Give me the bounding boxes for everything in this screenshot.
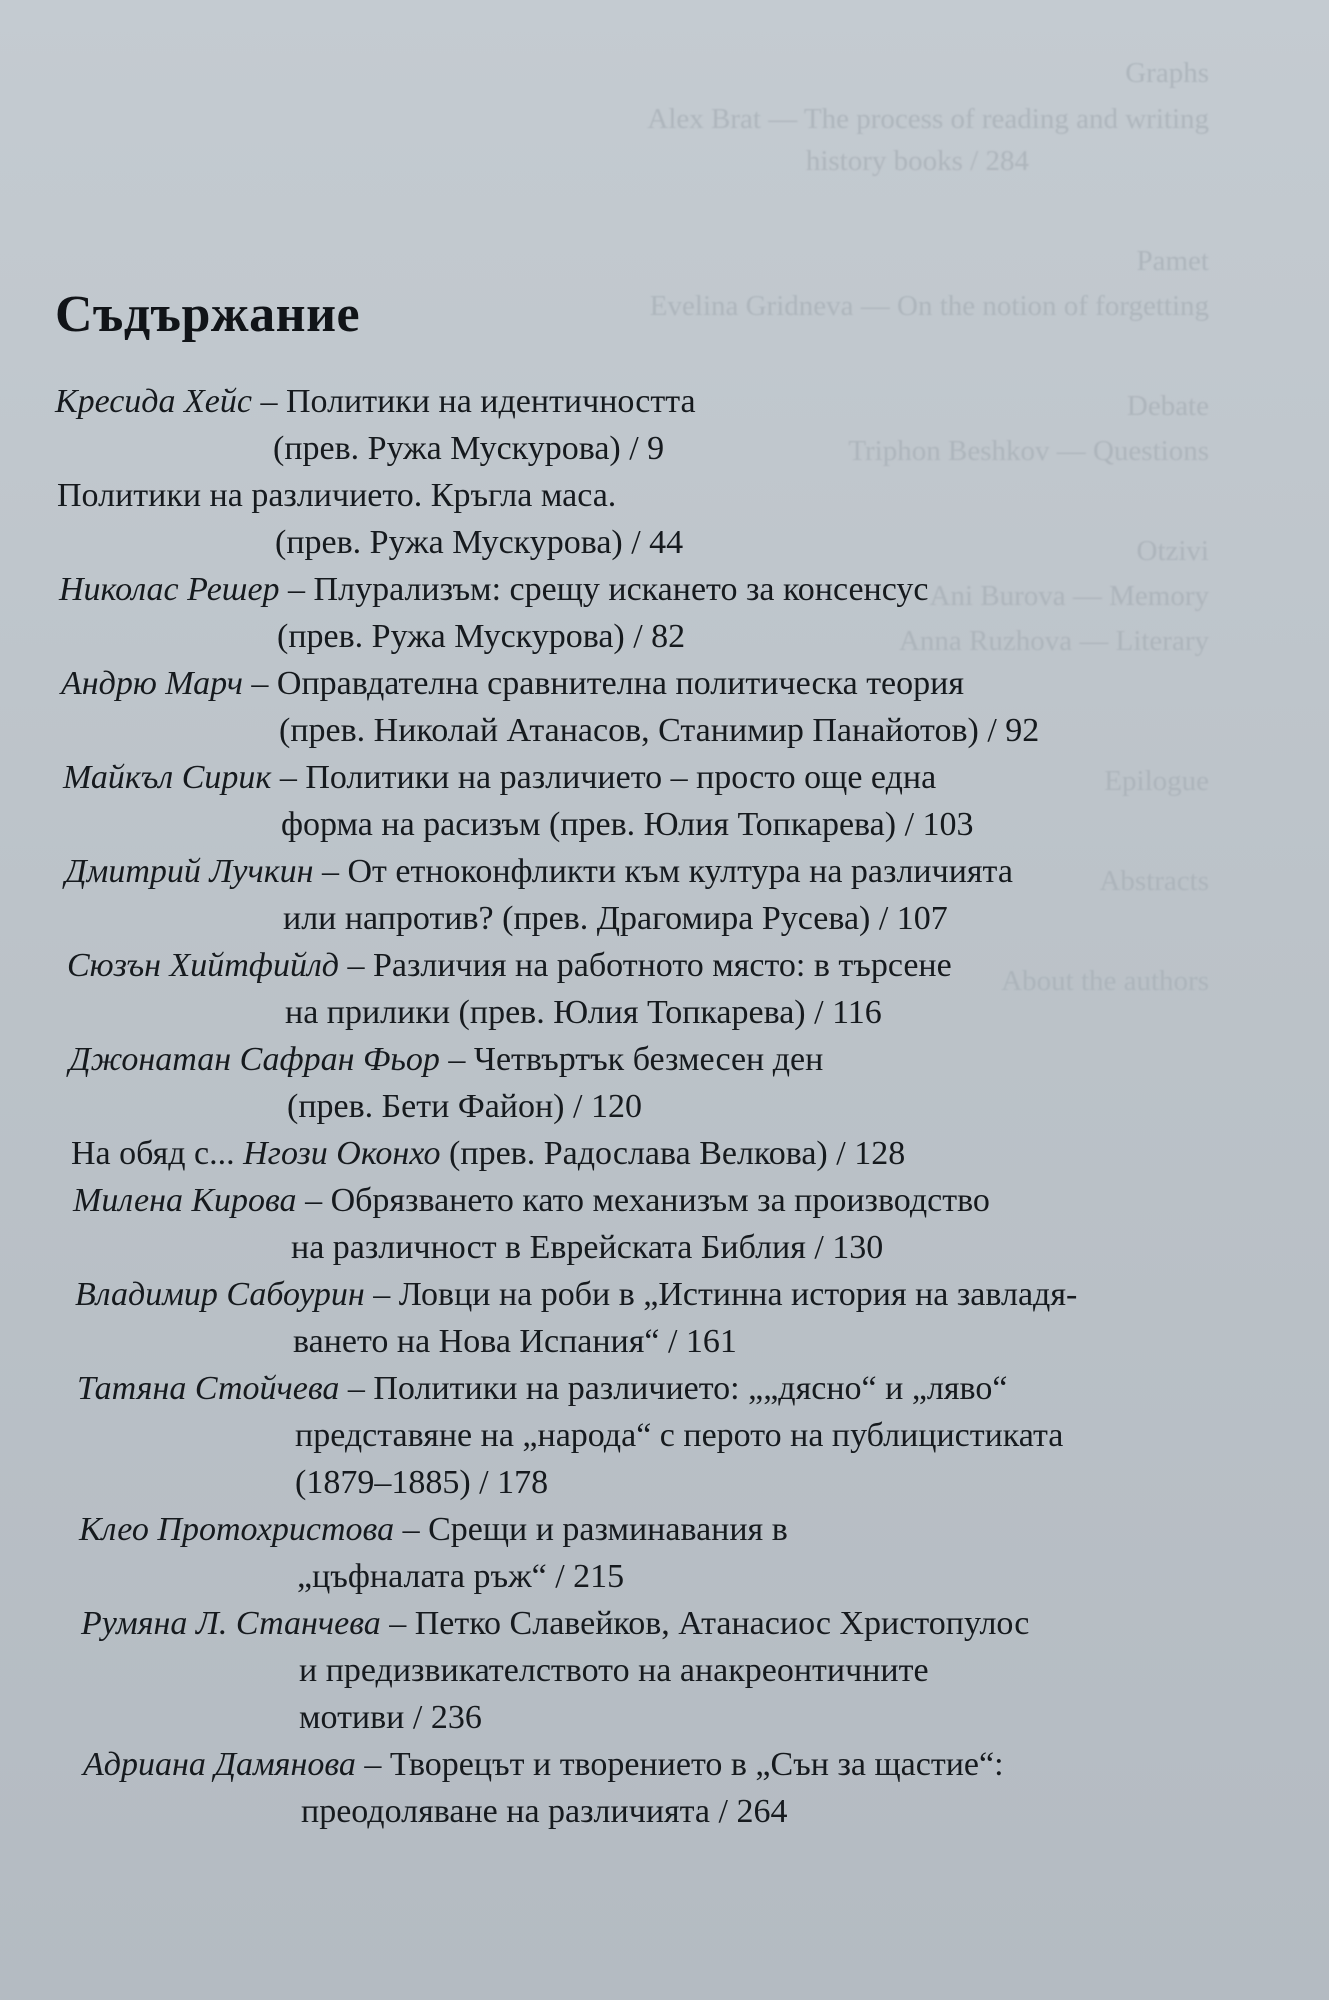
toc-entry-title: Срещи и разминавания в	[428, 1511, 788, 1548]
toc-entry	[55, 378, 1295, 472]
toc-entry-continuation: (прев. Ружа Мускурова) / 82	[277, 618, 686, 655]
toc-entry	[59, 566, 1295, 660]
toc-entry-author: Адриана Дамянова	[83, 1746, 356, 1783]
toc-entry-author: Клео Протохристова	[79, 1511, 395, 1548]
toc-entry	[81, 1600, 1295, 1741]
toc-entry-separator: –	[271, 759, 306, 796]
toc-entry	[61, 660, 1295, 754]
toc-entry-author: Кресида Хейс	[55, 383, 252, 420]
show-through-text: Graphs Alex Brat — The process of reading and writing history books / 284 Pamet Evelina Gridneva — On the notion of forgetting Debate Triphon Beshkov — Questions Otzivi Ani Burova — Memory Anna Ruzhova — Literary Epilogue Abstracts About the authors	[647, 57, 1209, 997]
toc-entry-separator: –	[394, 1511, 429, 1548]
toc-entry-title: Плурализъм: срещу искането за консенсус	[313, 571, 929, 608]
toc-entry-separator: –	[279, 571, 314, 608]
toc-entry	[67, 942, 1295, 1036]
toc-entry	[73, 1177, 1295, 1271]
toc-entry	[75, 1271, 1295, 1365]
toc-entry-title: От етноконфликти към култура на различията	[347, 853, 1013, 890]
toc-entry-title: Политики на идентичността	[285, 383, 696, 420]
toc-entry-first-line	[77, 1365, 1295, 1412]
toc-entry-author: Майкъл Сирик	[63, 759, 272, 796]
toc-entry-title: Четвъртък безмесен ден	[473, 1041, 824, 1078]
toc-entry-first-line	[71, 1130, 1295, 1177]
toc-entry-title: Различия на работното място: в търсене	[372, 947, 952, 984]
toc-entry-title: Политики на различието – просто още една	[305, 759, 937, 796]
toc-entry-continuation: „цъфналата ръж“ / 215	[297, 1558, 625, 1595]
toc-entry-first-line	[63, 754, 1295, 801]
toc-entry-author: Нгози Оконхо	[243, 1135, 441, 1172]
toc-entry-first-line	[75, 1271, 1295, 1318]
toc-entry-title: Петко Славейков, Атанасиос Христопулос	[414, 1605, 1030, 1642]
toc-entry-title: Творецът и творението в „Сън за щастие“:	[389, 1746, 1004, 1783]
toc-entry	[65, 848, 1295, 942]
toc-entry-first-line	[73, 1177, 1295, 1224]
toc-entry-title: Обрязването като механизъм за производство	[330, 1182, 990, 1219]
toc-entry-continuation: (прев. Ружа Мускурова) / 44	[275, 524, 684, 561]
toc-entry-continuation: (1879–1885) / 178	[295, 1464, 549, 1501]
table-of-contents	[55, 285, 1295, 1835]
toc-entry-continuation: (прев. Ружа Мускурова) / 9	[273, 430, 665, 467]
toc-entry-prefix: На обяд с...	[71, 1135, 244, 1172]
toc-entry	[77, 1365, 1295, 1506]
toc-entry-author: Владимир Сабоурин	[75, 1276, 365, 1313]
toc-entry-title: Политики на различието. Кръгла маса.	[57, 477, 617, 514]
toc-entry-separator: –	[355, 1746, 390, 1783]
toc-entry-title: (прев. Радослава Велкова) / 128	[440, 1135, 906, 1172]
toc-entry-continuation: форма на расизъм (прев. Юлия Топкарева) / 103	[281, 806, 974, 843]
toc-entry-continuation: мотиви / 236	[299, 1699, 482, 1736]
page-title: Съдържание	[55, 286, 361, 343]
toc-entries	[55, 378, 1295, 1835]
toc-entry	[71, 1130, 1295, 1177]
toc-entry-continuation: ването на Нова Испания“ / 161	[293, 1323, 737, 1360]
toc-entry-continuation: на различност в Еврейската Библия / 130	[291, 1229, 884, 1266]
toc-entry	[57, 472, 1295, 566]
toc-entry-separator: –	[242, 665, 277, 702]
toc-entry	[69, 1036, 1295, 1130]
toc-entry-first-line	[57, 472, 1295, 519]
toc-entry-continuation: (прев. Николай Атанасов, Станимир Панайотов) / 92	[279, 712, 1040, 749]
toc-entry-separator: –	[439, 1041, 474, 1078]
toc-entry-author: Джонатан Сафран Фьор	[69, 1041, 440, 1078]
toc-entry-author: Андрю Марч	[61, 665, 243, 702]
toc-entry-first-line	[81, 1600, 1295, 1647]
toc-entry-continuation: и предизвикателството на анакреонтичните	[299, 1652, 929, 1689]
toc-entry-continuation: или напротив? (прев. Драгомира Русева) / 107	[283, 900, 948, 937]
toc-entry-first-line	[65, 848, 1295, 895]
toc-entry-title: Ловци на роби в „Истинна история на завладя-	[398, 1276, 1078, 1313]
toc-entry-continuation: преодоляване на различията / 264	[301, 1793, 788, 1830]
toc-entry	[83, 1741, 1295, 1835]
toc-entry-continuation: (прев. Бети Файон) / 120	[287, 1088, 642, 1125]
toc-entry-continuation: на прилики (прев. Юлия Топкарева) / 116	[285, 994, 882, 1031]
toc-entry-separator: –	[313, 853, 348, 890]
toc-entry	[79, 1506, 1295, 1600]
toc-entry-separator: –	[380, 1605, 415, 1642]
toc-entry-author: Николас Решер	[59, 571, 280, 608]
toc-entry-first-line	[69, 1036, 1295, 1083]
toc-entry-author: Милена Кирова	[73, 1182, 297, 1219]
toc-entry-first-line	[61, 660, 1295, 707]
toc-entry-continuation: представяне на „народа“ с перото на публицистиката	[295, 1417, 1064, 1454]
toc-entry-author: Дмитрий Лучкин	[65, 853, 314, 890]
toc-entry-separator: –	[296, 1182, 331, 1219]
toc-entry-first-line	[55, 378, 1295, 425]
toc-entry-first-line	[59, 566, 1295, 613]
toc-entry-separator: –	[339, 1370, 374, 1407]
toc-entry-separator: –	[338, 947, 373, 984]
toc-entry-title: Оправдателна сравнителна политическа теория	[276, 665, 964, 702]
toc-entry-first-line	[67, 942, 1295, 989]
toc-entry-separator: –	[251, 383, 286, 420]
toc-entry-author: Румяна Л. Станчева	[81, 1605, 381, 1642]
toc-entry	[63, 754, 1295, 848]
toc-entry-title: Политики на различието: „„дясно“ и „ляво“	[373, 1370, 1008, 1407]
toc-entry-separator: –	[364, 1276, 399, 1313]
toc-entry-first-line	[79, 1506, 1295, 1553]
toc-entry-first-line	[83, 1741, 1295, 1788]
toc-entry-author: Сюзън Хийтфийлд	[67, 947, 339, 984]
toc-entry-author: Татяна Стойчева	[77, 1370, 340, 1407]
